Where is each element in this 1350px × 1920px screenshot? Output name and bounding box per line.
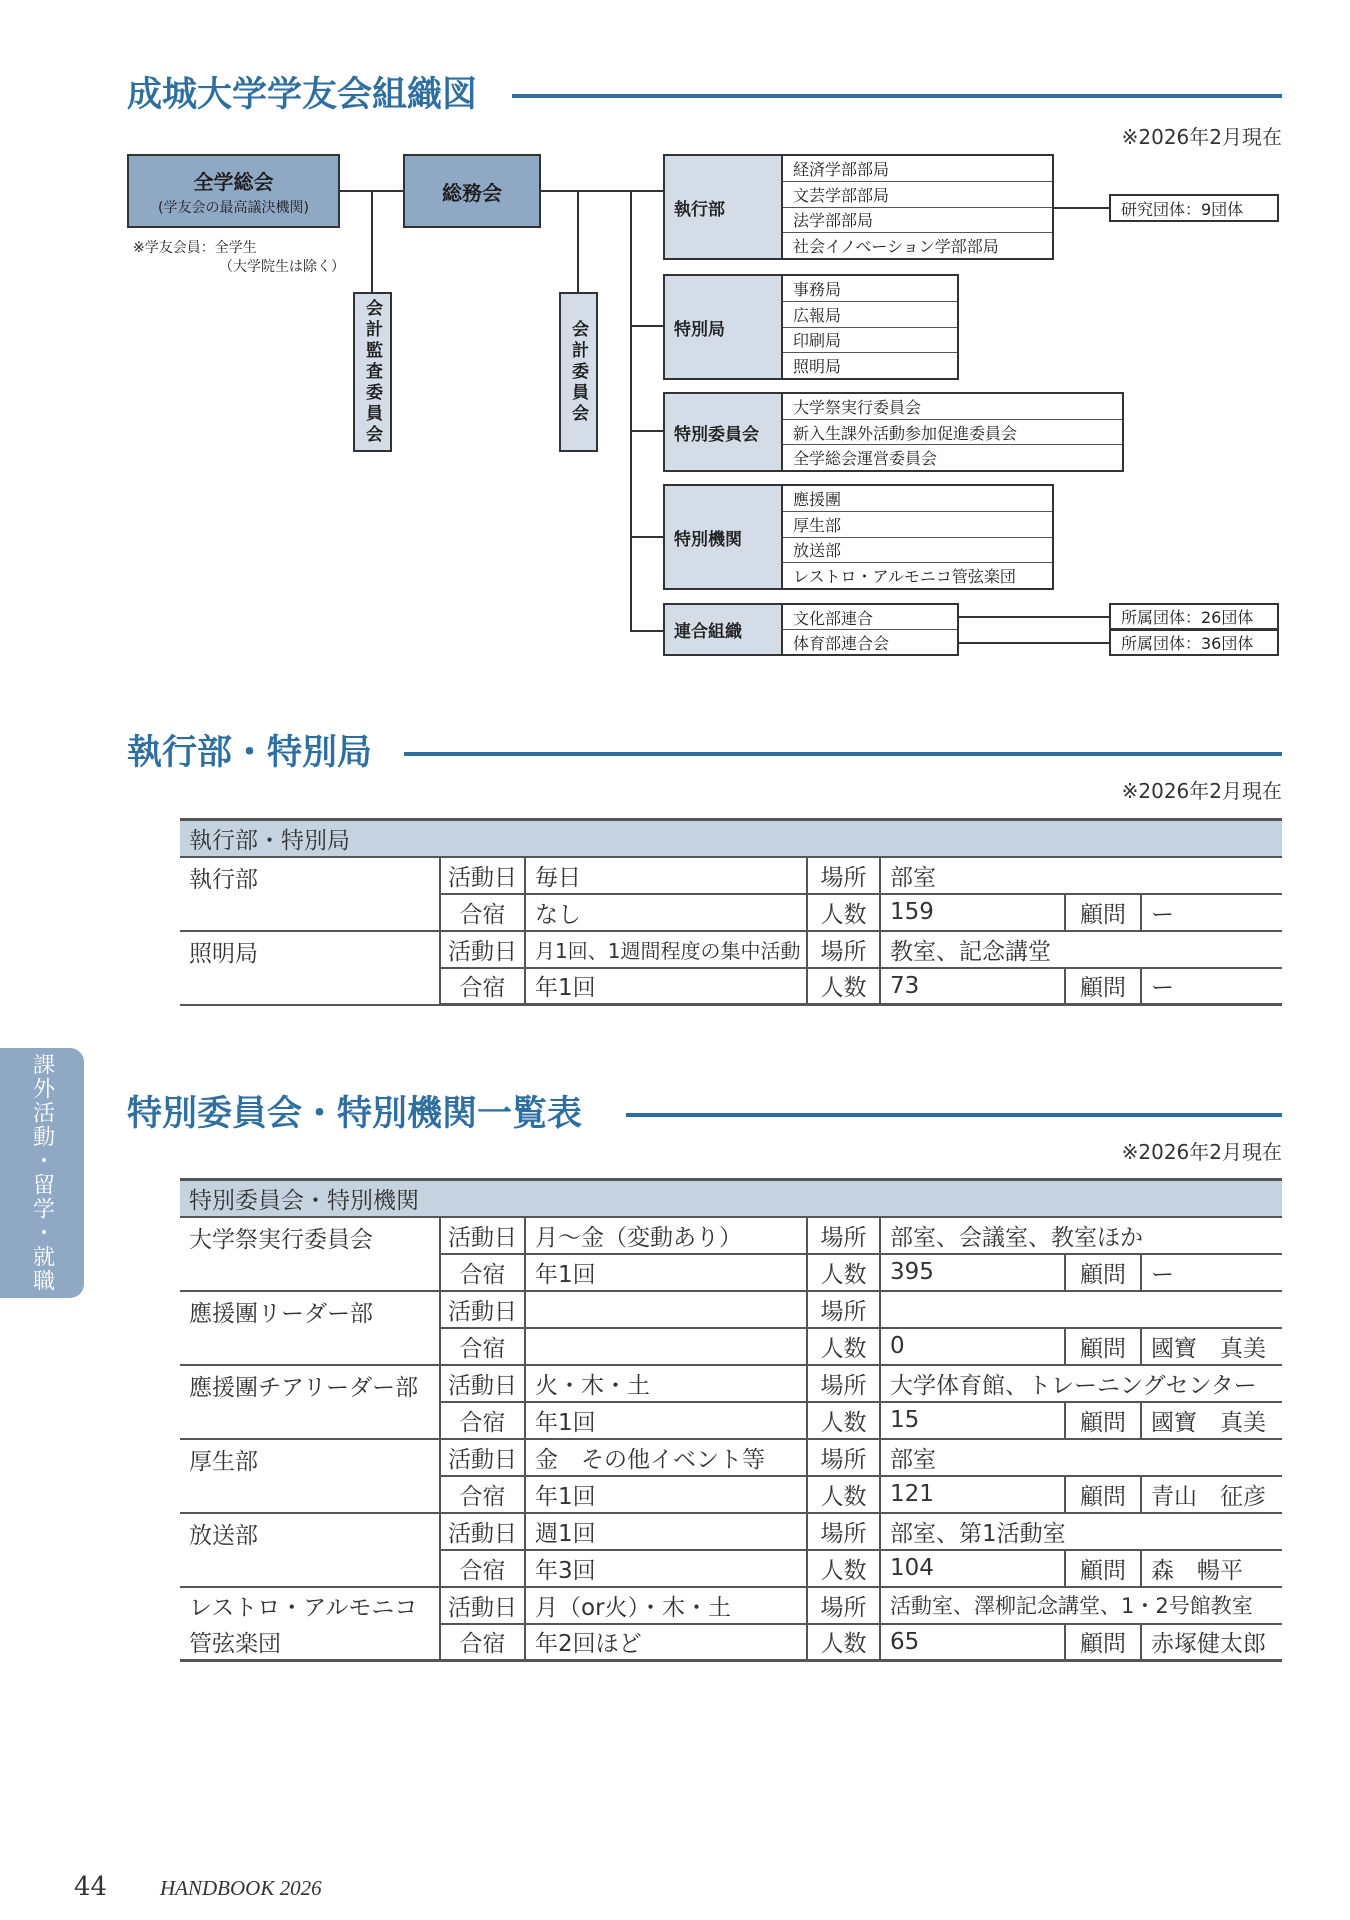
affairs-title: 総務会 <box>442 180 502 205</box>
count-label: 人数 <box>807 1476 880 1513</box>
camp-value: なし <box>525 894 807 931</box>
day-label: 活動日 <box>440 857 525 894</box>
group-label: 執行部 <box>665 156 783 258</box>
advisor-value: 國寶 真美 <box>1141 1328 1282 1365</box>
group-item: 法学部部局 <box>783 208 1052 234</box>
group-item: 社会イノベーション学部部局 <box>793 237 999 257</box>
camp-value: 年1回 <box>525 1254 807 1291</box>
general-assembly-subtitle: (学友会の最高議決機関) <box>158 199 309 216</box>
group-special-bureau <box>663 274 959 380</box>
group-item: 体育部連合会 <box>793 633 890 653</box>
place-label: 場所 <box>807 1439 880 1476</box>
connector <box>541 190 663 192</box>
accounting-committee-box <box>559 292 598 452</box>
group-item: 厚生部 <box>783 512 1052 538</box>
advisor-value: 青山 征彦 <box>1141 1476 1282 1513</box>
row-name: レストロ・アルモニコ <box>189 1595 418 1621</box>
research-groups-tag: 研究団体：9団体 <box>1109 194 1279 222</box>
count-label: 人数 <box>807 1550 880 1587</box>
camp-label: 合宿 <box>440 1476 525 1513</box>
camp-label: 合宿 <box>440 1624 525 1661</box>
advisor-label: 顧問 <box>1065 1254 1141 1291</box>
advisor-label: 顧問 <box>1065 1328 1141 1365</box>
camp-value <box>525 1328 807 1365</box>
advisor-label: 顧問 <box>1065 1624 1141 1661</box>
section-rule <box>512 94 1282 98</box>
group-label: 特別機関 <box>665 486 783 588</box>
place-label: 場所 <box>807 1365 880 1402</box>
group-label: 特別局 <box>665 276 783 378</box>
handbook-label: HANDBOOK 2026 <box>160 1876 322 1900</box>
connector <box>630 190 632 632</box>
advisor-label: 顧問 <box>1065 894 1141 931</box>
special-table <box>180 1178 1282 1662</box>
count-value: 159 <box>880 894 1065 931</box>
advisor-value: 赤塚健太郎 <box>1141 1624 1282 1661</box>
row-name-line2: 管弦楽団 <box>180 1624 440 1661</box>
place-label: 場所 <box>807 1513 880 1550</box>
count-label: 人数 <box>807 1402 880 1439</box>
day-value: 火・木・土 <box>525 1365 807 1402</box>
org-chart-title: 成城大学学友会組織図 <box>127 75 478 115</box>
group-item: 全学総会運営委員会 <box>793 449 938 469</box>
row-name: 放送部 <box>180 1513 440 1587</box>
exec-table <box>180 818 1282 1006</box>
count-label: 人数 <box>807 1624 880 1661</box>
connector <box>630 630 663 632</box>
day-label: 活動日 <box>440 1217 525 1254</box>
advisor-label: 顧問 <box>1065 1476 1141 1513</box>
day-label: 活動日 <box>440 1365 525 1402</box>
row-name: 應援團チアリーダー部 <box>180 1365 440 1439</box>
count-value: 65 <box>880 1624 1065 1661</box>
group-label: 連合組織 <box>665 605 783 654</box>
table-header: 特別委員会・特別機関 <box>180 1180 1282 1217</box>
table-row <box>180 931 1282 968</box>
connector <box>1054 207 1109 209</box>
exec-as-of: ※2026年2月現在 <box>1121 779 1282 803</box>
audit-committee-label: 会計監査委員会 <box>362 298 382 446</box>
section-rule <box>404 752 1282 756</box>
place-value: 部室、第1活動室 <box>880 1513 1282 1550</box>
culture-groups-tag: 所属団体：26団体 <box>1109 603 1279 630</box>
day-label: 活動日 <box>440 1587 525 1624</box>
accounting-committee-label: 会計委員会 <box>568 319 588 425</box>
side-chapter-label: 課外活動・留学・就職 <box>29 1053 55 1293</box>
connector <box>577 190 579 292</box>
connector <box>959 642 1109 644</box>
group-label: 特別委員会 <box>665 394 783 470</box>
camp-label: 合宿 <box>440 1254 525 1291</box>
general-assembly-title: 全学総会 <box>193 169 274 194</box>
place-value: 大学体育館、トレーニングセンター <box>880 1365 1282 1402</box>
group-federation <box>663 603 959 656</box>
camp-label: 合宿 <box>440 894 525 931</box>
page-number: 44 <box>74 1872 108 1902</box>
table-row <box>180 857 1282 894</box>
row-name: 厚生部 <box>180 1439 440 1513</box>
count-label: 人数 <box>807 1328 880 1365</box>
advisor-value: ー <box>1141 1254 1282 1291</box>
camp-value: 年1回 <box>525 968 807 1005</box>
day-value: 月（or火）・木・土 <box>525 1587 807 1624</box>
advisor-label: 顧問 <box>1065 1402 1141 1439</box>
group-item: 應援團 <box>783 486 1052 512</box>
special-title: 特別委員会・特別機関一覧表 <box>127 1094 583 1134</box>
day-value: 週1回 <box>525 1513 807 1550</box>
org-as-of: ※2026年2月現在 <box>1121 125 1282 149</box>
camp-label: 合宿 <box>440 968 525 1005</box>
day-value: 月～金（変動あり） <box>525 1217 807 1254</box>
group-special-committee <box>663 392 1124 472</box>
count-value: 121 <box>880 1476 1065 1513</box>
camp-label: 合宿 <box>440 1328 525 1365</box>
row-name: 大学祭実行委員会 <box>180 1217 440 1291</box>
place-label: 場所 <box>807 857 880 894</box>
group-item: 照明局 <box>793 357 842 377</box>
group-item: 事務局 <box>783 276 957 302</box>
group-item: 広報局 <box>783 302 957 328</box>
count-label: 人数 <box>807 1254 880 1291</box>
audit-committee-box <box>353 292 392 452</box>
day-value: 金 その他イベント等 <box>525 1439 807 1476</box>
place-label: 場所 <box>807 1587 880 1624</box>
general-assembly-box <box>127 154 340 228</box>
connector <box>630 325 663 327</box>
section-rule <box>626 1113 1282 1117</box>
day-label: 活動日 <box>440 1513 525 1550</box>
camp-label: 合宿 <box>440 1550 525 1587</box>
advisor-value: 國寶 真美 <box>1141 1402 1282 1439</box>
group-item: 印刷局 <box>783 328 957 354</box>
advisor-label: 顧問 <box>1065 1550 1141 1587</box>
place-value: 教室、記念講堂 <box>880 931 1282 968</box>
group-item: レストロ・アルモニコ管弦楽団 <box>793 567 1016 587</box>
table-row <box>180 1513 1282 1550</box>
members-note-sub: （大学院生は除く） <box>219 259 345 275</box>
side-chapter-tab <box>0 1048 84 1298</box>
table-row <box>180 1365 1282 1402</box>
count-value: 104 <box>880 1550 1065 1587</box>
count-value: 15 <box>880 1402 1065 1439</box>
table-row <box>180 1291 1282 1328</box>
count-label: 人数 <box>807 894 880 931</box>
group-item: 文化部連合 <box>783 605 957 630</box>
count-value: 0 <box>880 1328 1065 1365</box>
camp-label: 合宿 <box>440 1402 525 1439</box>
day-label: 活動日 <box>440 931 525 968</box>
day-value <box>525 1291 807 1328</box>
place-label: 場所 <box>807 931 880 968</box>
sports-groups-tag: 所属団体：36団体 <box>1109 629 1279 656</box>
advisor-value: ー <box>1141 894 1282 931</box>
place-value: 活動室、澤柳記念講堂、1・2号館教室 <box>880 1587 1282 1624</box>
camp-value: 年1回 <box>525 1476 807 1513</box>
table-row <box>180 1217 1282 1254</box>
day-value: 毎日 <box>525 857 807 894</box>
camp-value: 年3回 <box>525 1550 807 1587</box>
place-value <box>880 1291 1282 1328</box>
advisor-label: 顧問 <box>1065 968 1141 1005</box>
members-note: ※学友会員：全学生 <box>133 240 257 256</box>
day-label: 活動日 <box>440 1439 525 1476</box>
place-value: 部室 <box>880 1439 1282 1476</box>
place-label: 場所 <box>807 1217 880 1254</box>
camp-value: 年1回 <box>525 1402 807 1439</box>
place-value: 部室 <box>880 857 1282 894</box>
camp-value: 年2回ほど <box>525 1624 807 1661</box>
group-executive <box>663 154 1054 260</box>
count-value: 73 <box>880 968 1065 1005</box>
advisor-value: ー <box>1141 968 1282 1005</box>
row-name: 照明局 <box>180 931 440 1005</box>
row-name: 執行部 <box>180 857 440 931</box>
table-header: 執行部・特別局 <box>180 820 1282 857</box>
group-item: 経済学部部局 <box>783 156 1052 182</box>
group-item: 新入生課外活動参加促進委員会 <box>783 420 1122 446</box>
exec-title: 執行部・特別局 <box>127 733 373 773</box>
advisor-value: 森 暢平 <box>1141 1550 1282 1587</box>
connector <box>959 616 1109 618</box>
connector <box>630 536 663 538</box>
place-value: 部室、会議室、教室ほか <box>880 1217 1282 1254</box>
connector <box>371 190 373 292</box>
count-value: 395 <box>880 1254 1065 1291</box>
group-item: 大学祭実行委員会 <box>783 394 1122 420</box>
table-row <box>180 1587 1282 1624</box>
group-item: 放送部 <box>783 538 1052 564</box>
day-value: 月1回、1週間程度の集中活動 <box>525 931 807 968</box>
group-item: 文芸学部部局 <box>783 182 1052 208</box>
place-label: 場所 <box>807 1291 880 1328</box>
row-name: 應援團リーダー部 <box>180 1291 440 1365</box>
table-row <box>180 1624 1282 1661</box>
table-row <box>180 1439 1282 1476</box>
special-as-of: ※2026年2月現在 <box>1121 1140 1282 1164</box>
group-special-agency <box>663 484 1054 590</box>
day-label: 活動日 <box>440 1291 525 1328</box>
affairs-box <box>403 154 541 228</box>
count-label: 人数 <box>807 968 880 1005</box>
connector <box>630 430 663 432</box>
